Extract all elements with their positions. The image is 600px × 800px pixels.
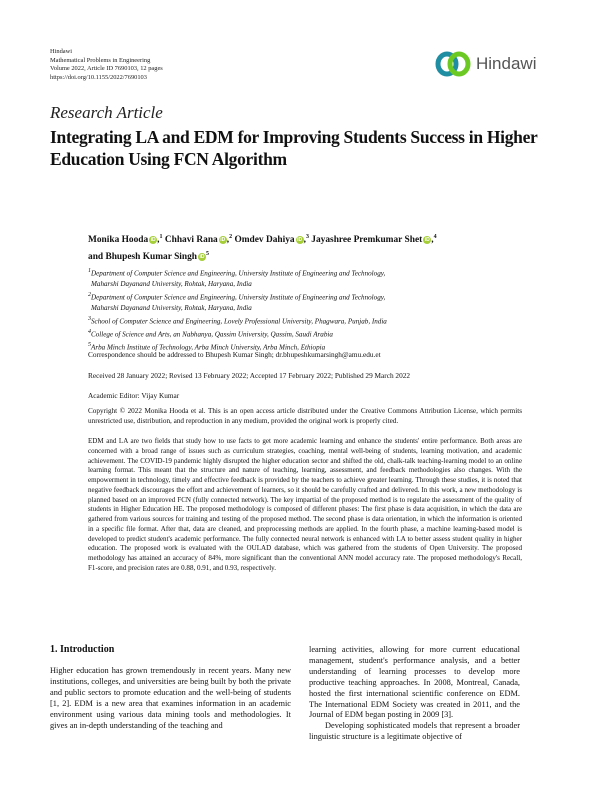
journal-name: Mathematical Problems in Engineering xyxy=(50,56,151,64)
paragraph: learning activities, allowing for more current educational management, student's performance analysis, and a better understanding of learning processes to develop more productive teaching approaches. In 2008, Montreal, Canada, hosted the first international scientific conference on EDM. The International EDM Society was created in 2011, and the Journal of EDM began posting in 2009 [3]. xyxy=(309,645,520,720)
affiliation: $^1$Department of Computer Science and Engineering, University Institute of Engineering and Technology, xyxy=(88,268,386,278)
aff-ref: 1 xyxy=(159,234,163,240)
affiliations xyxy=(88,266,528,353)
hindawi-rings-icon xyxy=(434,50,472,78)
abstract: EDM and LA are two fields that study how to use facts to get more academic learning and enhance the students' entire performance. Both areas are concerned with a broad range of issues such as curriculum strategies, coaching, mental well-being of students, learning motivation, and academic achievement. The COVID-19 pandemic highly disrupted the higher education sector and shifted the old, chalk-talk teaching-learning model to an online learning format. This meant that the structure and nature of teaching, learning, assessment, and feedback methodologies also changes. With the empowerment in technology, timely and effective feedback is provided by the teachers to achieve greater learning. Through these studies, it is noted that negative feedback discourages the effort and achievement of learners, so it should be carefully crafted and delivered. In this work, a new methodology is planned based on an improved FCN (fully connected network). The key impartial of the proposed method is to regulate the assessment of the quality of students in Higher Education HE. The proposed methodology is composed of different phases: The first phase is data acquisition, in which the data are gathered from various sources for training and testing of the proposed method. The second phase is data orientation, in which the information is oriented in a specific file format. After that, data are cleaned, and preprocessing methods are applied. In the fourth phase, a machine learning-based model is developed to predict student's academic performance. The fully connected neural network is enhanced with LA to better assess student quality in higher education. The proposed work is evaluated with the OULAD database, which was gathered from the students of Open University. The proposed methodology has attained an accuracy of 84%, more significant than the conventional ANN model accuracy rate. The proposed methodology's Recall, F1-score, and precision rates are 0.88, 0.91, and 0.93, respectively. xyxy=(88,437,522,572)
orcid-icon[interactable]: iD xyxy=(297,236,303,243)
volume-info: Volume 2022, Article ID 7690103, 12 pages xyxy=(50,65,163,73)
orcid-icon[interactable]: iD xyxy=(199,254,205,261)
article-type: Research Article xyxy=(50,103,163,122)
aff-ref: 3 xyxy=(305,234,309,240)
section-heading: 1. Introduction xyxy=(50,644,115,655)
publisher: Hindawi xyxy=(50,48,73,55)
author: Bhupesh Kumar Singh xyxy=(105,252,198,263)
orcid-icon[interactable]: iD xyxy=(424,236,430,243)
aff-ref: 5 xyxy=(206,251,210,258)
affiliation: $^3$School of Computer Science and Engineering, Lovely Professional University, Phagwara, Punjab, India xyxy=(88,315,387,326)
hindawi-logo xyxy=(434,50,536,78)
copyright: Copyright © 2022 Monika Hooda et al. This is an open access article distributed under the Creative Commons Attribution License, which permits unrestricted use, distribution, and reproduction in any medium, provided the original work is properly cited. xyxy=(88,407,522,425)
journal-header xyxy=(50,48,163,82)
aff-ref: 4 xyxy=(433,234,437,240)
author: Monika Hooda xyxy=(88,235,149,246)
doi-link[interactable]: https://doi.org/10.1155/2022/7690103 xyxy=(50,73,147,81)
affiliation-cont: Maharshi Dayanand University, Rohtak, Haryana, India xyxy=(91,280,252,289)
affiliation: $^4$College of Science and Arts, an Nabhanya, Qassim University, Qassim, Saudi Arabia xyxy=(88,329,333,339)
and-text: and xyxy=(88,252,104,263)
author: Omdev Dahiya xyxy=(234,235,295,246)
affiliation-cont: Maharshi Dayanand University, Rohtak, Haryana, India xyxy=(91,304,252,313)
correspondence: Correspondence should be addressed to Bhupesh Kumar Singh; dr.bhupeshkumarsingh@amu.edu.et xyxy=(88,350,381,359)
paper-title: Integrating LA and EDM for Improving Students Success in Higher Education Using FCN Algorithm xyxy=(50,127,538,169)
author: Chhavi Rana xyxy=(164,235,218,246)
affiliation: $^2$Department of Computer Science and Engineering, University Institute of Engineering and Technology, xyxy=(88,291,386,302)
logo-text: Hindawi xyxy=(476,54,537,73)
dates: Received 28 January 2022; Revised 13 February 2022; Accepted 17 February 2022; Published 29 March 2022 xyxy=(88,371,411,380)
author: Jayashree Premkumar Shet xyxy=(311,235,423,246)
intro-column-left: Higher education has grown tremendously in recent years. Many new institutions, colleges, and universities are being built by both the private and public sectors to promote education and the well-being of students [1, 2]. EDM is a new area that examines information in an academic environment using various data mining tools and methodologies. It gives an in-depth understanding of the teaching and xyxy=(50,666,291,730)
aff-ref: 2 xyxy=(229,234,233,240)
academic-editor: Academic Editor: Vijay Kumar xyxy=(88,391,180,400)
author-list: Monika Hooda iD ,$^1$ Chhavi Rana iD ,$^2$ Omdev Dahiya iD ,$^3$ Jayashree Premkumar Shet iD ,$^4$ and Bhupesh Kumar Singh iD $^5$ xyxy=(88,234,437,263)
orcid-icon[interactable]: iD xyxy=(220,236,226,243)
intro-column-right xyxy=(309,645,520,743)
orcid-icon[interactable]: iD xyxy=(150,236,156,243)
affiliation: $^5$Arba Minch Institute of Technology, Arba Minch University, Arba Minch, Ethiopia xyxy=(88,342,326,352)
paragraph: Developing sophisticated models that represent a broader linguistic structure is a legitimate objective of xyxy=(309,721,520,742)
